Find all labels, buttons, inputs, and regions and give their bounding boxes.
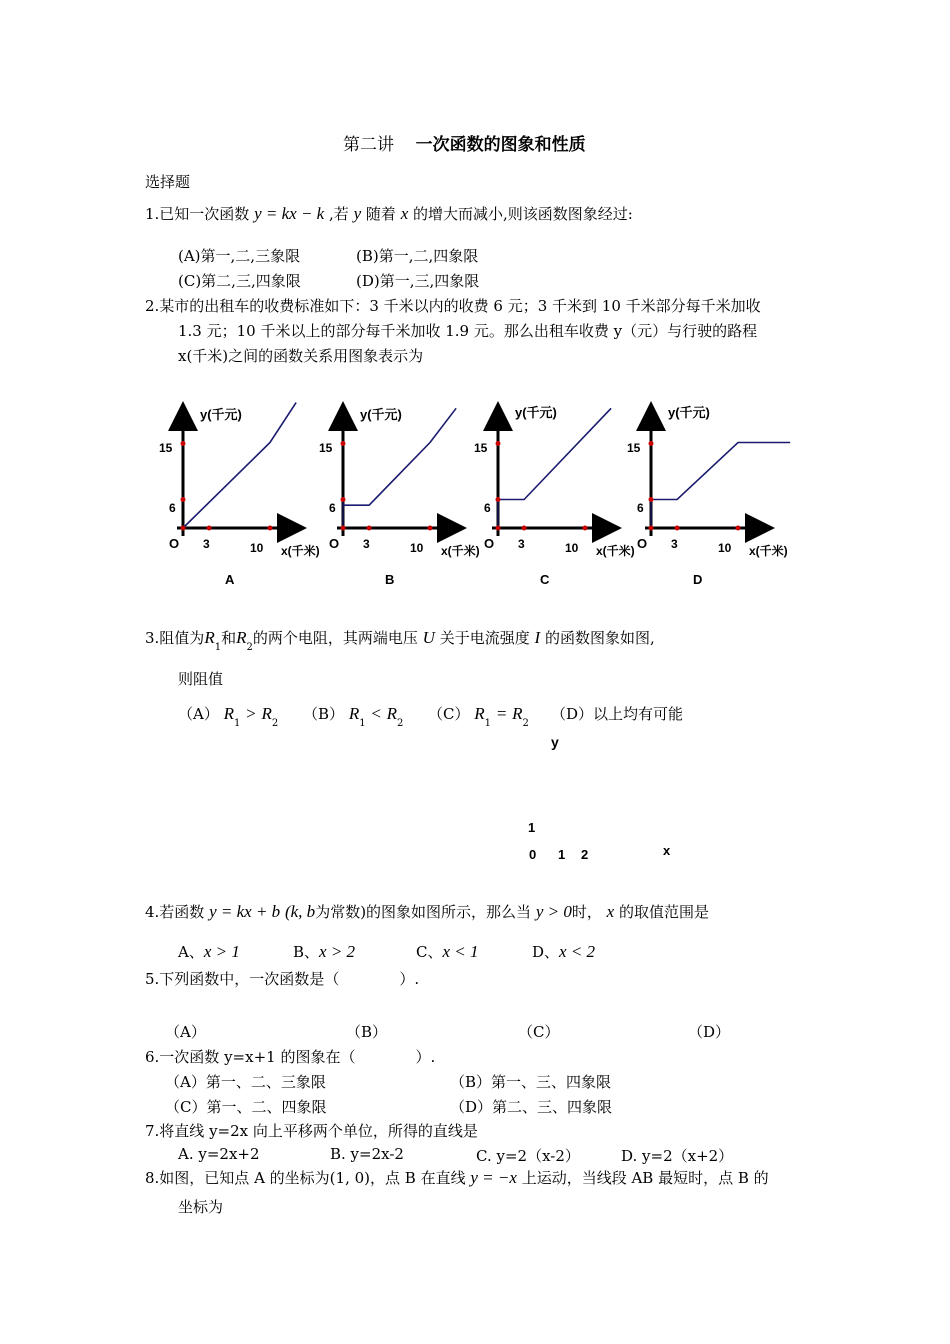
q3-option-a-label: （A）	[178, 705, 219, 723]
tick-dot	[736, 526, 741, 531]
tick-dot	[181, 441, 186, 446]
q3-post: 的函数图象如图,	[544, 629, 655, 647]
tick-dot	[181, 497, 186, 502]
tick-dot	[341, 441, 346, 446]
q1-option-b: (B)第一,二,四象限	[356, 247, 479, 265]
q3-graph-x: x	[663, 843, 671, 858]
q7-option-d: D. y=2（x+2）	[621, 1147, 734, 1165]
q3-i: I	[534, 628, 541, 647]
q2-line-1: 2.某市的出租车的收费标准如下：3 千米以内的收费 6 元；3 千米到 10 千米部分每千米加收	[145, 297, 761, 315]
q4-var-x: x	[606, 902, 615, 921]
q3-option-c-label: （C）	[428, 705, 470, 723]
graph-a	[159, 403, 320, 587]
y-tick-6: 6	[169, 501, 176, 515]
title-prefix: 第二讲	[343, 135, 394, 155]
q4-pre: 4.若函数	[145, 903, 205, 921]
q3-r1: R	[204, 628, 215, 647]
origin-label: O	[637, 536, 648, 551]
y-axis-label: y(千元)	[360, 407, 402, 422]
fare-line	[498, 408, 611, 499]
graph-letter: C	[540, 572, 550, 587]
q1-var-x: x	[400, 204, 409, 223]
q5-stem: 5.下列函数中，一次函数是（ ）.	[145, 970, 420, 988]
title-main: 一次函数的图象和性质	[415, 135, 586, 155]
q4-c-label: C、	[416, 943, 443, 961]
q3-and: 和	[221, 629, 237, 647]
fare-line	[343, 408, 456, 505]
tick-dot	[207, 526, 212, 531]
q4-option-a	[178, 941, 240, 962]
tick-dot	[649, 497, 654, 502]
q6-option-a: （A）第一、二、三象限	[165, 1073, 326, 1091]
tick-dot	[583, 526, 588, 531]
taxi-fare-graphs	[150, 395, 800, 600]
q8-pre: 8.如图，已知点 A 的坐标为(1, 0)，点 B 在直线	[145, 1169, 466, 1187]
q6-option-c: （C）第一、二、四象限	[165, 1098, 327, 1116]
x-tick-10: 10	[410, 541, 424, 555]
x-axis-label: x(千米)	[441, 544, 480, 558]
q5-option-b: （B）	[346, 1023, 388, 1041]
q3-b-r1-sub: 1	[359, 718, 366, 729]
q3-b-r2: R	[386, 704, 398, 723]
q4-option-d	[532, 941, 595, 962]
tick-dot	[496, 441, 501, 446]
q3-option-c	[428, 703, 529, 729]
q5-option-d: （D）	[688, 1023, 731, 1041]
tick-dot	[341, 526, 346, 531]
q3-a-r2-sub: 2	[271, 718, 279, 729]
graph-letter: D	[693, 572, 703, 587]
q3-graph-y: y	[551, 734, 559, 750]
q3-a-rel: >	[245, 704, 257, 723]
q3-pre: 3.阻值为	[145, 629, 205, 647]
q4-mid: 为常数)的图象如图所示，那么当	[315, 903, 532, 921]
tick-dot	[649, 526, 654, 531]
x-axis-label: x(千米)	[281, 544, 320, 558]
q3-line-2: 则阻值	[178, 670, 224, 688]
q3-c-r2: R	[512, 704, 523, 723]
q1-post: 的增大而减小,则该函数图象经过:	[413, 205, 633, 223]
tick-dot	[522, 526, 527, 531]
q3-b-rel: <	[370, 704, 382, 723]
q4-b-expr: x > 2	[319, 942, 356, 961]
q3-option-b	[303, 703, 404, 729]
y-tick-15: 15	[319, 441, 333, 455]
q8-formula: y = −x	[470, 1168, 517, 1187]
q1-option-a: (A)第一,二,三象限	[178, 247, 301, 265]
y-tick-15: 15	[627, 441, 641, 455]
section-heading: 选择题	[145, 173, 191, 191]
q3-a-r1-sub: 1	[234, 718, 241, 729]
graph-c	[474, 405, 635, 587]
q6-option-b: （B）第一、三、四象限	[450, 1073, 612, 1091]
q3-r2: R	[236, 628, 247, 647]
q3-c-r1: R	[474, 704, 485, 723]
q1-pre: 1.已知一次函数	[145, 205, 250, 223]
tick-dot	[181, 526, 186, 531]
tick-dot	[367, 526, 372, 531]
y-axis-label: y(千元)	[668, 405, 710, 420]
q3-b-r1: R	[348, 704, 360, 723]
origin-label: O	[169, 536, 180, 551]
q3-c-rel: =	[495, 704, 508, 723]
x-axis-label: x(千米)	[749, 544, 788, 558]
fare-line	[651, 443, 790, 500]
q4-stem	[145, 901, 709, 922]
tick-dot	[496, 526, 501, 531]
y-tick-6: 6	[484, 501, 491, 515]
graph-d	[627, 405, 790, 587]
x-tick-3: 3	[671, 537, 678, 551]
q3-stem	[145, 627, 655, 653]
x-tick-3: 3	[363, 537, 370, 551]
y-axis-label: y(千元)	[200, 407, 242, 422]
y-tick-15: 15	[159, 441, 173, 455]
graph-letter: A	[225, 572, 235, 587]
q3-a-r2: R	[261, 704, 272, 723]
q3-b-r2-sub: 2	[397, 718, 404, 729]
y-tick-6: 6	[637, 501, 644, 515]
q3-c-r1-sub: 1	[484, 718, 492, 729]
q4-mid2: 时，	[571, 903, 602, 921]
x-tick-10: 10	[565, 541, 579, 555]
q4-d-label: D、	[532, 943, 560, 961]
q4-d-expr: x < 2	[559, 942, 596, 961]
q1-mid: ,若	[329, 205, 349, 223]
q8-post: 上运动，当线段 AB 最短时，点 B 的	[521, 1169, 769, 1187]
q3-mid2: 关于电流强度	[439, 629, 530, 647]
graph-b	[319, 407, 480, 587]
q4-c-expr: x < 1	[442, 942, 479, 961]
tick-dot	[268, 526, 273, 531]
q7-stem: 7.将直线 y=2x 向上平移两个单位，所得的直线是	[145, 1122, 478, 1140]
q3-r1-sub: 1	[214, 642, 222, 653]
x-tick-10: 10	[718, 541, 732, 555]
q3-option-a	[178, 703, 279, 729]
q4-params: (k, b	[284, 902, 316, 921]
graph-letter: B	[385, 572, 395, 587]
x-axis-label: x(千米)	[596, 544, 635, 558]
q8-line-2: 坐标为	[178, 1198, 224, 1216]
page-title	[343, 130, 586, 155]
q4-option-b	[293, 941, 355, 962]
q3-option-d: （D）以上均有可能	[551, 705, 684, 723]
q3-graph-0: 0	[529, 847, 537, 862]
y-tick-15: 15	[474, 441, 488, 455]
y-tick-6: 6	[329, 501, 336, 515]
origin-label: O	[329, 536, 340, 551]
q3-u: U	[422, 628, 435, 647]
q6-option-d: （D）第二、三、四象限	[450, 1098, 613, 1116]
tick-dot	[675, 526, 680, 531]
q4-cond: y > 0	[535, 902, 572, 921]
q3-c-r2-sub: 2	[522, 718, 529, 729]
q1-mid2: 随着	[365, 205, 396, 223]
q4-option-c	[416, 941, 479, 962]
q4-a-expr: x > 1	[203, 942, 240, 961]
q4-post: 的取值范围是	[618, 903, 709, 921]
q7-option-a: A. y=2x+2	[178, 1145, 260, 1163]
tick-dot	[649, 441, 654, 446]
q3-graph-1: 1	[528, 820, 536, 835]
q1-var-y: y	[353, 204, 362, 223]
x-tick-3: 3	[518, 537, 525, 551]
q1-formula: y = kx − k	[254, 204, 325, 223]
x-tick-3: 3	[203, 537, 210, 551]
tick-dot	[496, 497, 501, 502]
q3-graph-tick-2: 2	[581, 847, 589, 862]
q3-r2-sub: 2	[246, 642, 253, 653]
q3-option-b-label: （B）	[303, 705, 345, 723]
q5-option-c: （C）	[518, 1023, 560, 1041]
q7-option-c: C. y=2（x-2）	[476, 1147, 580, 1165]
q4-a-label: A、	[178, 943, 204, 961]
q7-option-b: B. y=2x-2	[330, 1145, 404, 1163]
q3-graph-tick-1: 1	[558, 847, 566, 862]
q1-stem	[145, 203, 633, 224]
origin-label: O	[484, 536, 495, 551]
x-tick-10: 10	[250, 541, 264, 555]
q8-stem	[145, 1167, 769, 1188]
q5-option-a: （A）	[165, 1023, 206, 1041]
q3-a-r1: R	[223, 704, 235, 723]
tick-dot	[341, 497, 346, 502]
y-axis-label: y(千元)	[515, 405, 557, 420]
q4-b-label: B、	[293, 943, 320, 961]
q1-option-d: (D)第一,三,四象限	[356, 272, 480, 290]
q6-stem: 6.一次函数 y=x+1 的图象在（ ）.	[145, 1048, 436, 1066]
q2-line-2: 1.3 元；10 千米以上的部分每千米加收 1.9 元。那么出租车收费 y（元）与行驶的路程	[178, 322, 758, 340]
q3-mid: 的两个电阻，其两端电压	[252, 629, 418, 647]
q1-option-c: (C)第二,三,四象限	[178, 272, 301, 290]
q2-line-3: x(千米)之间的函数关系用图象表示为	[178, 347, 424, 365]
q4-formula: y = kx + b	[209, 902, 281, 921]
tick-dot	[428, 526, 433, 531]
